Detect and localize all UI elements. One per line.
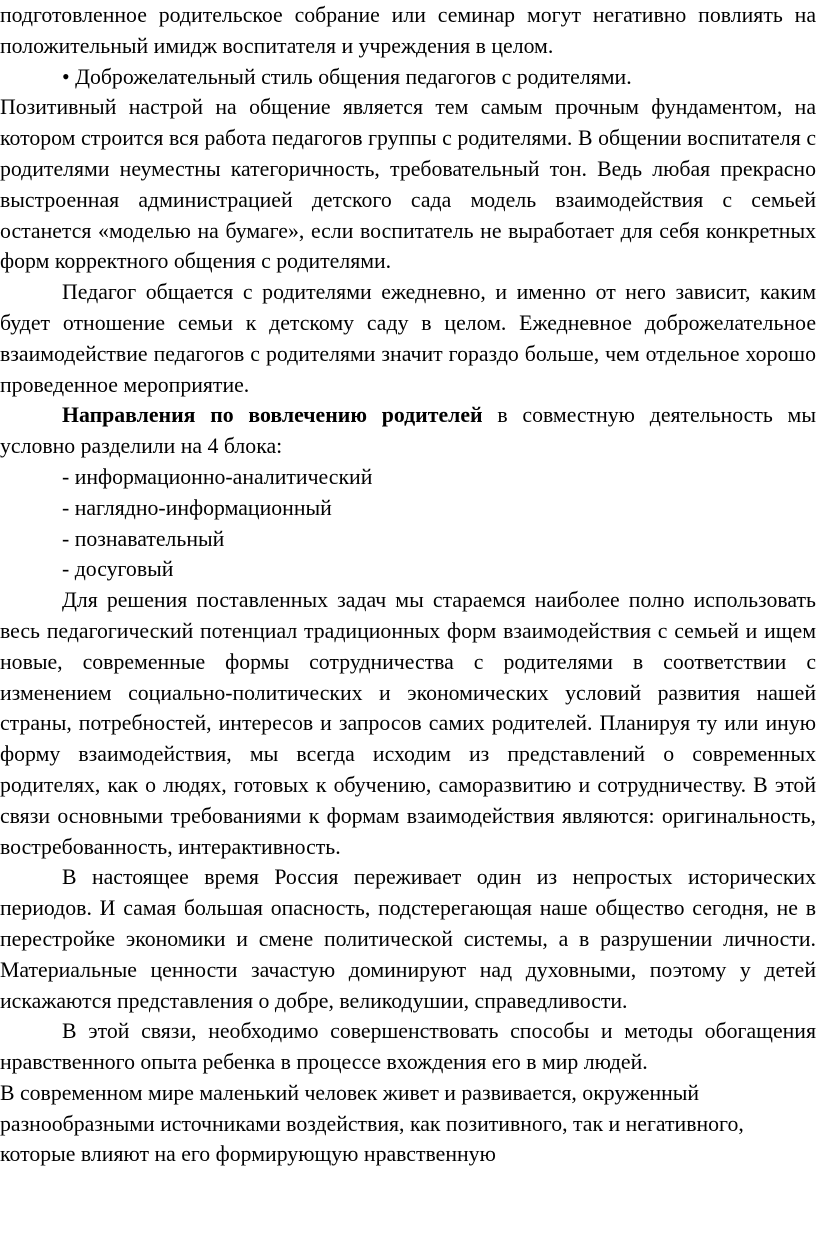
list-item: - досуговый — [62, 557, 174, 582]
list-item: - наглядно-информационный — [62, 495, 332, 520]
paragraph-positive-attitude: Позитивный настрой на общение является тем самым прочным фундаментом, на котором строится вся работа педагогов группы с родителями. В общении воспитателя с родителями неуместны категоричность, требовательный тон. Ведь любая прекрасно выстроенная администрацией детского сада модель взаимодействия с семьей останется «моделью на бумаге», если воспитатель не выработает для себя конкретных форм корректного общения с родителями. — [0, 95, 816, 274]
paragraph-directions — [0, 400, 816, 462]
list-item: - информационно-аналитический — [62, 464, 373, 489]
directions-text: в совместную деятельность мы условно разделили на 4 блока: — [0, 403, 816, 459]
directions-bold-lead: Направления по вовлечению родителей — [62, 403, 483, 428]
list-item: - познавательный — [62, 526, 225, 551]
bullet-heading-friendly-style: • Доброжелательный стиль общения педагогов с родителями. — [62, 64, 632, 89]
paragraph-intro-continuation: подготовленное родительское собрание или семинар могут негативно повлиять на положительный имидж воспитателя и учреждения в целом. — [0, 3, 816, 58]
paragraph-moral-experience: В этой связи, необходимо совершенствовать способы и методы обогащения нравственного опыта ребенка в процессе вхождения его в мир людей. — [0, 1019, 816, 1075]
blocks-list — [0, 462, 816, 585]
paragraph-historical-period: В настоящее время Россия переживает один из непростых исторических периодов. И самая большая опасность, подстерегающая наше общество сегодня, не в перестройке экономики и смене политической системы, а в разрушении личности. Материальные ценности зачастую доминируют над духовными, поэтому у детей искажаются представления о добре, великодушии, справедливости. — [0, 865, 816, 1013]
paragraph-modern-world: В современном мире маленький человек живет и развивается, окруженный разнообразными источниками воздействия, как позитивного, так и негативного, которые влияют на его формирующую нравственную — [0, 1080, 744, 1167]
paragraph-forms-of-interaction: Для решения поставленных задач мы стараемся наиболее полно использовать весь педагогический потенциал традиционных форм взаимодействия с семьей и ищем новые, современные формы сотрудничества с родителями в соответствии с изменением социально-политических и экономических условий развития нашей страны, потребностей, интересов и запросов самих родителей. Планируя ту или иную форму взаимодействия, мы всегда исходим из представлений о современных родителях, как о людях, готовых к обучению, саморазвитию и сотрудничеству. В этой связи основными требованиями к формам взаимодействия являются: оригинальность, востребованность, интерактивность. — [0, 588, 816, 859]
paragraph-daily-communication: Педагог общается с родителями ежедневно, и именно от него зависит, каким будет отношение семьи к детскому саду в целом. Ежедневное доброжелательное взаимодействие педагогов с родителями значит гораздо больше, чем отдельное хорошо проведенное мероприятие. — [0, 280, 816, 397]
